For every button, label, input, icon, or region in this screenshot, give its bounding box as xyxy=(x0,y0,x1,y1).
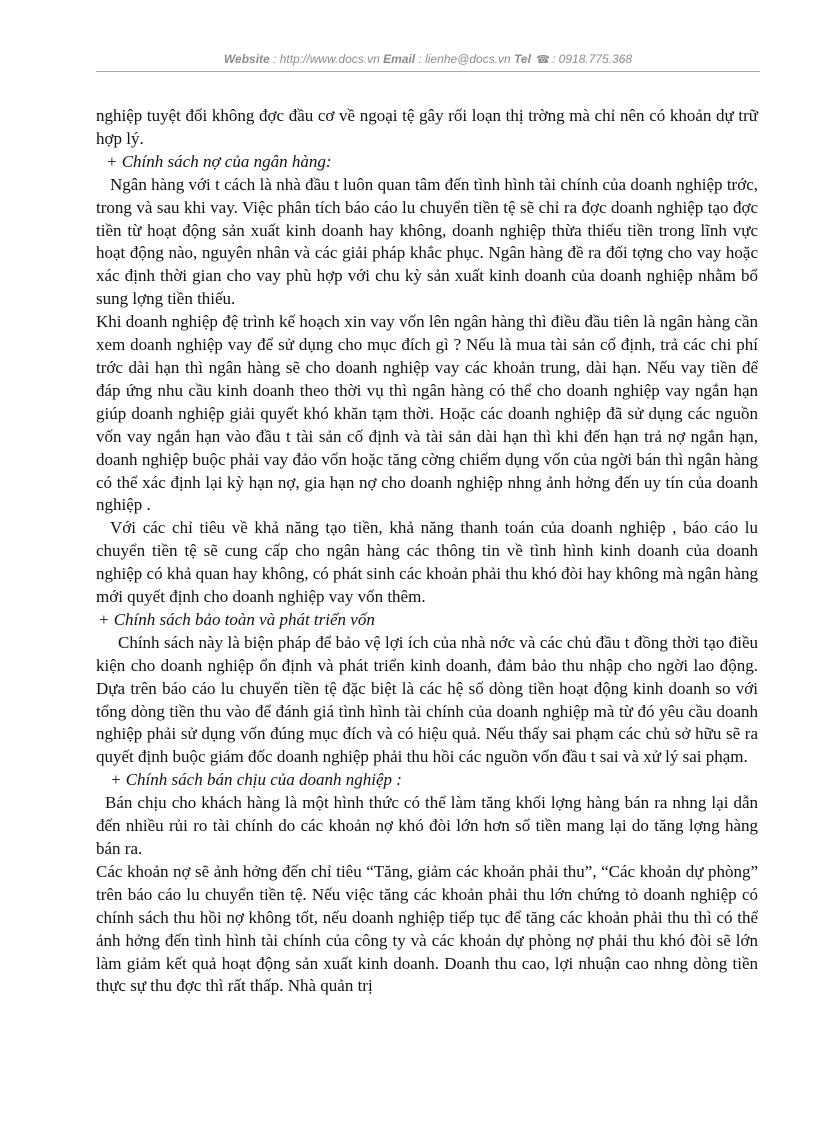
paragraph-6: Bán chịu cho khách hàng là một hình thức có thể làm tăng khối lợng hàng bán ra nhng lại dẫn đến nhiều rủi ro tài chính do các khoản nợ khó đòi lớn hơn số tiền mang lại do tăng lợng hàng bán ra. xyxy=(96,793,758,858)
website-label: Website xyxy=(223,52,270,66)
paragraph-3: Khi doanh nghiệp đệ trình kế hoạch xin vay vốn lên ngân hàng thì điều đầu tiên là ngân hàng cần xem doanh nghiệp vay để sử dụng cho mục đích gì ? Nếu là mua tài sản cố định, trả các chi phí trớc dài hạn thì ngân hàng sẽ cho doanh nghiệp vay các khoản trung, dài hạn. Nếu vay tiền để đáp ứng nhu cầu kinh doanh theo thời vụ thì ngân hàng có thể cho doanh nghiệp vay ngắn hạn giúp doanh nghiệp giải quyết khó khăn tạm thời. Hoặc các doanh nghiệp đã sử dụng các nguồn vốn vay ngắn hạn vào đầu t tài sản cố định và tài sản dài hạn thì khi đến hạn trả nợ ngắn hạn, doanh nghiệp buộc phải vay đảo vốn hoặc tăng cờng chiếm dụng vốn của ngời bán thì ngân hàng có thể xác định lại kỳ hạn nợ, gia hạn nợ cho doanh nghiệp nhng ảnh hởng đến uy tín của doanh nghiệp . xyxy=(96,312,758,515)
section-heading-debt-policy: + Chính sách nợ của ngân hàng: xyxy=(106,151,332,171)
header-divider xyxy=(96,71,760,72)
tel-number: : 0918.775.368 xyxy=(552,52,633,66)
paragraph-2: Ngân hàng với t cách là nhà đầu t luôn quan tâm đến tình hình tài chính của doanh nghiệp trớc, trong và sau khi vay. Việc phân tích báo cáo lu chuyển tiền tệ sẽ chỉ ra đợc doanh nghiệp tạo đợc tiền từ hoạt động sản xuất kinh doanh hay không, doanh nghiệp thừa thiếu tiền trong lĩnh vực hoạt động nào, nguyên nhân và các giải pháp khắc phục. Ngân hàng đề ra đối tợng cho vay hoặc xác định thời gian cho vay phù hợp với chu kỳ sản xuất kinh doanh của doanh nghiệp nhằm bổ sung lợng tiền thiếu. xyxy=(96,174,758,309)
phone-icon: ☎ xyxy=(536,54,550,66)
page-header xyxy=(96,52,760,70)
section-heading-capital-preservation: + Chính sách bảo toàn và phát triển vốn xyxy=(98,609,375,629)
paragraph-4: Với các chỉ tiêu về khả năng tạo tiền, khả năng thanh toán của doanh nghiệp , báo cáo lu chuyển tiền tệ sẽ cung cấp cho ngân hàng các thông tin về tình hình kinh doanh của doanh nghiệp có khả quan hay không, có phát sinh các khoản phải thu khó đòi hay không mà ngân hàng mới quyết định cho doanh nghiệp vay vốn thêm. xyxy=(96,518,758,607)
website-url: : http://www.docs.vn xyxy=(273,52,380,66)
paragraph-1: nghiệp tuyệt đối không đợc đầu cơ về ngoại tệ gây rối loạn thị trờng mà chỉ nên có khoản dự trữ hợp lý. xyxy=(96,106,758,148)
paragraph-7: Các khoản nợ sẽ ảnh hởng đến chỉ tiêu “Tăng, giảm các khoản phải thu”, “Các khoản dự phòng” trên báo cáo lu chuyển tiền tệ. Nếu việc tăng các khoản phải thu lớn chứng tỏ doanh nghiệp có chính sách thu hồi nợ không tốt, nếu doanh nghiệp tiếp tục để tăng các khoản phải thu thì có thể ảnh hởng đến tình hình tài chính của công ty và các khoản dự phòng nợ phải thu khó đòi sẽ lớn làm giảm kết quả hoạt động sản xuất kinh doanh. Doanh thu cao, lợi nhuận cao nhng dòng tiền thực sự thu đợc thì rất thấp. Nhà quản trị xyxy=(96,861,758,996)
email-label: Email xyxy=(383,52,416,66)
document-body xyxy=(96,105,758,998)
email-address: : lienhe@docs.vn xyxy=(418,52,511,66)
section-heading-credit-sales-policy: + Chính sách bán chịu của doanh nghiệp : xyxy=(110,770,402,790)
paragraph-5: Chính sách này là biện pháp để bảo vệ lợi ích của nhà nớc và các chủ đầu t đồng thời tạo điều kiện cho doanh nghiệp ổn định và phát triển kinh doanh, đảm bảo thu nhập cho ngời lao động. Dựa trên báo cáo lu chuyển tiền tệ đặc biệt là các hệ số dòng tiền hoạt động kinh doanh so với tổng dòng tiền thu vào để đánh giá tình hình tài chính của doanh nghiệp mà từ đó yêu cầu doanh nghiệp phải sử dụng vốn đúng mục đích và có hiệu quả. Nếu thấy sai phạm các chủ sở hữu sẽ ra quyết định buộc giám đốc doanh nghiệp phải thu hồi các nguồn vốn đầu t sai và xử lý sai phạm. xyxy=(96,632,758,767)
tel-label: Tel xyxy=(514,52,531,66)
